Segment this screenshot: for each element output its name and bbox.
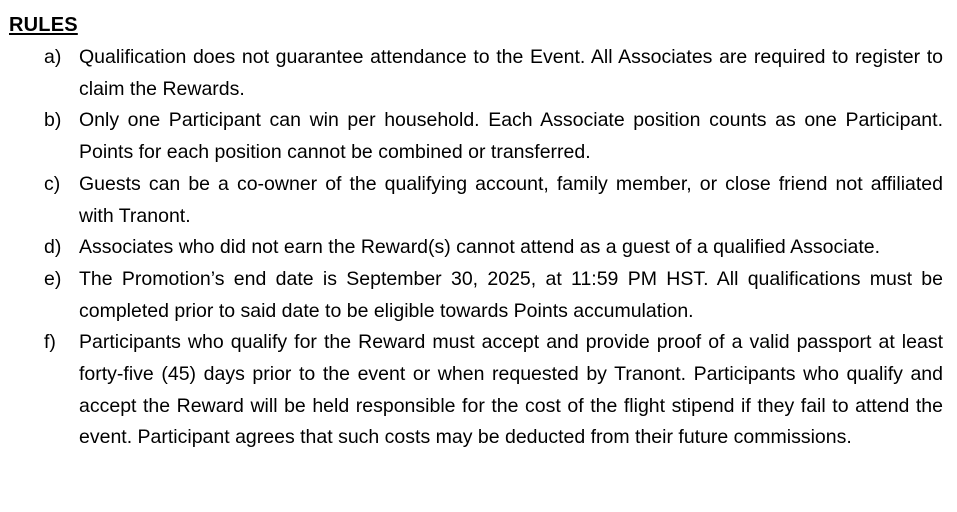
rule-item-a (0, 42, 943, 105)
rule-marker: f) (44, 331, 56, 354)
rule-marker: e) (44, 267, 62, 290)
rule-text: Only one Participant can win per household. Each Associate position counts as one Participant. Points for each position cannot be combined or transferred. (79, 109, 943, 164)
rule-marker: d) (44, 236, 62, 259)
rules-list (0, 42, 957, 454)
rule-item-f (0, 327, 943, 454)
rule-item-d (0, 232, 943, 264)
rule-item-e (0, 264, 943, 327)
rule-text: Guests can be a co-owner of the qualifying account, family member, or close friend not affiliated with Tranont. (79, 172, 943, 227)
rules-heading: RULES (9, 14, 78, 36)
rule-marker: a) (44, 46, 62, 68)
rule-item-b (0, 105, 943, 168)
rule-item-c (0, 169, 943, 232)
rule-text: Associates who did not earn the Reward(s) cannot attend as a guest of a qualified Associate. (79, 236, 881, 259)
rule-marker: b) (44, 109, 62, 132)
rule-text: Participants who qualify for the Reward must accept and provide proof of a valid passport at least forty-five (45) days prior to the event or when requested by Tranont. Participants who qualify and accept the Reward will be held responsible for the cost of the flight stipend if they fail to attend the event. Participant agrees that such costs may be deducted from their future commissions. (79, 331, 943, 449)
rule-marker: c) (44, 172, 61, 195)
rule-text: Qualification does not guarantee attendance to the Event. All Associates are required to register to claim the Rewards. (79, 46, 943, 100)
rule-text: The Promotion’s end date is September 30, 2025, at 11:59 PM HST. All qualifications must be completed prior to said date to be eligible towards Points accumulation. (79, 267, 943, 322)
